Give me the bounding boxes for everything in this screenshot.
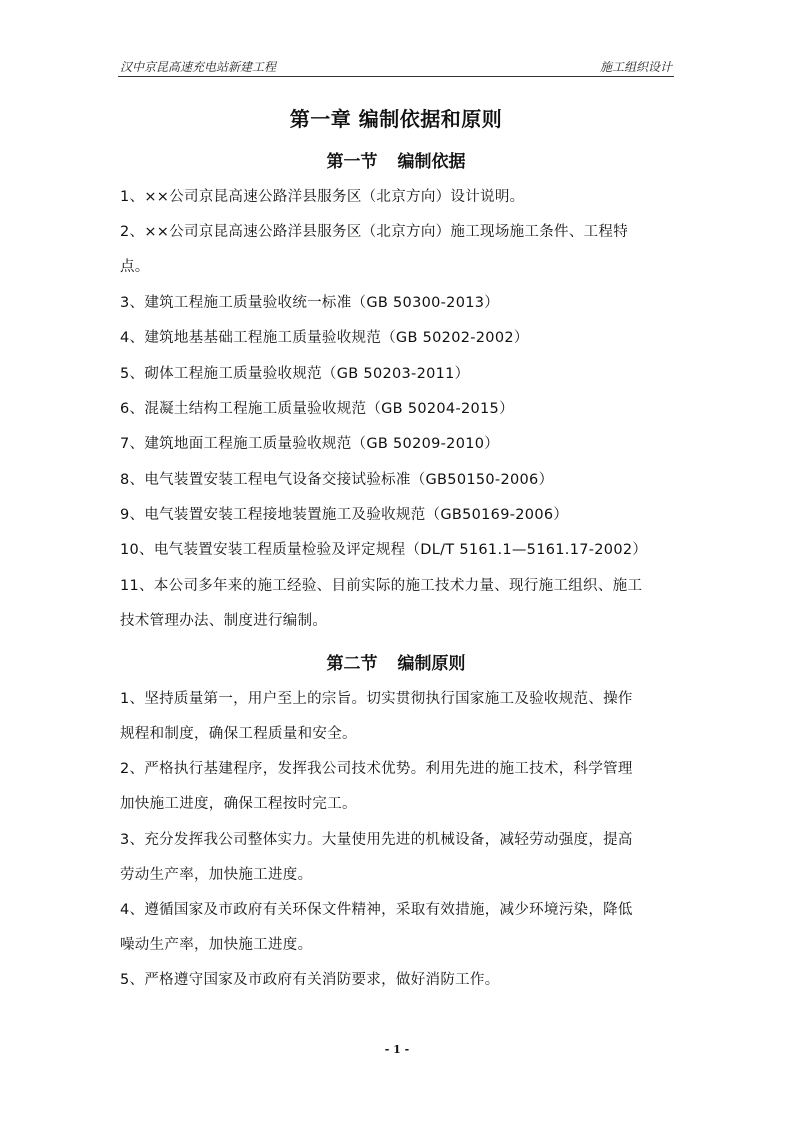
- list-item-line: 9、电气装置安装工程接地装置施工及验收规范（GB50169-2006）: [120, 507, 569, 523]
- list-item-line: 2、严格执行基建程序，发挥我公司技术优势。利用先进的施工技术，科学管理: [120, 761, 633, 777]
- list-item-line: 10、电气装置安装工程质量检验及评定规程（DL/T 5161.1—5161.17-2002）: [120, 542, 648, 558]
- list-item-line: 5、严格遵守国家及市政府有关消防要求，做好消防工作。: [120, 972, 500, 988]
- list-item-line: 劳动生产率，加快施工进度。: [120, 867, 313, 883]
- list-item: [120, 321, 676, 356]
- list-item-line: 11、本公司多年来的施工经验、目前实际的施工技术力量、现行施工组织、施工: [120, 578, 643, 594]
- list-item-line: 3、充分发挥我公司整体实力。大量使用先进的机械设备，减轻劳动强度，提高: [120, 832, 633, 848]
- list-item: [120, 392, 676, 427]
- list-item-line: 7、建筑地面工程施工质量验收规范（GB 50209-2010）: [120, 436, 500, 452]
- header-doc-type: 施工组织设计: [599, 60, 672, 74]
- page-header: [118, 56, 674, 77]
- section-2-number: 第二节: [326, 654, 378, 674]
- list-item: [120, 533, 676, 568]
- list-item-line: 4、建筑地基基础工程施工质量验收规范（GB 50202-2002）: [120, 330, 529, 346]
- list-item: [120, 286, 676, 321]
- list-item-line: 5、砌体工程施工质量验收规范（GB 50203-2011）: [120, 366, 470, 382]
- section-1-heading: [118, 147, 674, 172]
- list-item-line: 2、××公司京昆高速公路洋县服务区（北京方向）施工现场施工条件、工程特: [120, 224, 629, 240]
- list-item-line: 1、××公司京昆高速公路洋县服务区（北京方向）设计说明。: [120, 189, 525, 205]
- list-item-line: 噪动生产率，加快施工进度。: [120, 937, 313, 953]
- list-item: [120, 427, 676, 462]
- list-item: [120, 498, 676, 533]
- list-item: [120, 752, 676, 822]
- list-item: [120, 823, 676, 893]
- section-1-number: 第一节: [326, 152, 378, 172]
- list-item: [120, 569, 676, 639]
- list-item: [120, 893, 676, 963]
- list-item-line: 加快施工进度，确保工程按时完工。: [120, 796, 357, 812]
- list-item-line: 8、电气装置安装工程电气设备交接试验标准（GB50150-2006）: [120, 472, 554, 488]
- list-item: [120, 357, 676, 392]
- list-item: [120, 215, 676, 285]
- list-item-line: 规程和制度，确保工程质量和安全。: [120, 726, 357, 742]
- list-item-line: 1、坚持质量第一，用户至上的宗旨。切实贯彻执行国家施工及验收规范、操作: [120, 691, 633, 707]
- section-2-heading: [118, 649, 674, 674]
- chapter-title: 第一章 编制依据和原则: [289, 107, 503, 131]
- page-number: - 1 -: [384, 1043, 410, 1056]
- list-item: [120, 463, 676, 498]
- list-item-line: 4、遵循国家及市政府有关环保文件精神，采取有效措施，减少环境污染，降低: [120, 902, 633, 918]
- list-item: [120, 963, 676, 998]
- header-project-name: 汉中京昆高速充电站新建工程: [120, 60, 277, 74]
- list-item: [120, 180, 676, 215]
- list-item-line: 3、建筑工程施工质量验收统一标准（GB 50300-2013）: [120, 295, 500, 311]
- list-item: [120, 682, 676, 752]
- list-item-line: 技术管理办法、制度进行编制。: [120, 613, 328, 629]
- section-1-title: 编制依据: [397, 152, 466, 172]
- list-item-line: 点。: [120, 259, 150, 275]
- list-item-line: 6、混凝土结构工程施工质量验收规范（GB 50204-2015）: [120, 401, 514, 417]
- section-2-title: 编制原则: [397, 654, 466, 674]
